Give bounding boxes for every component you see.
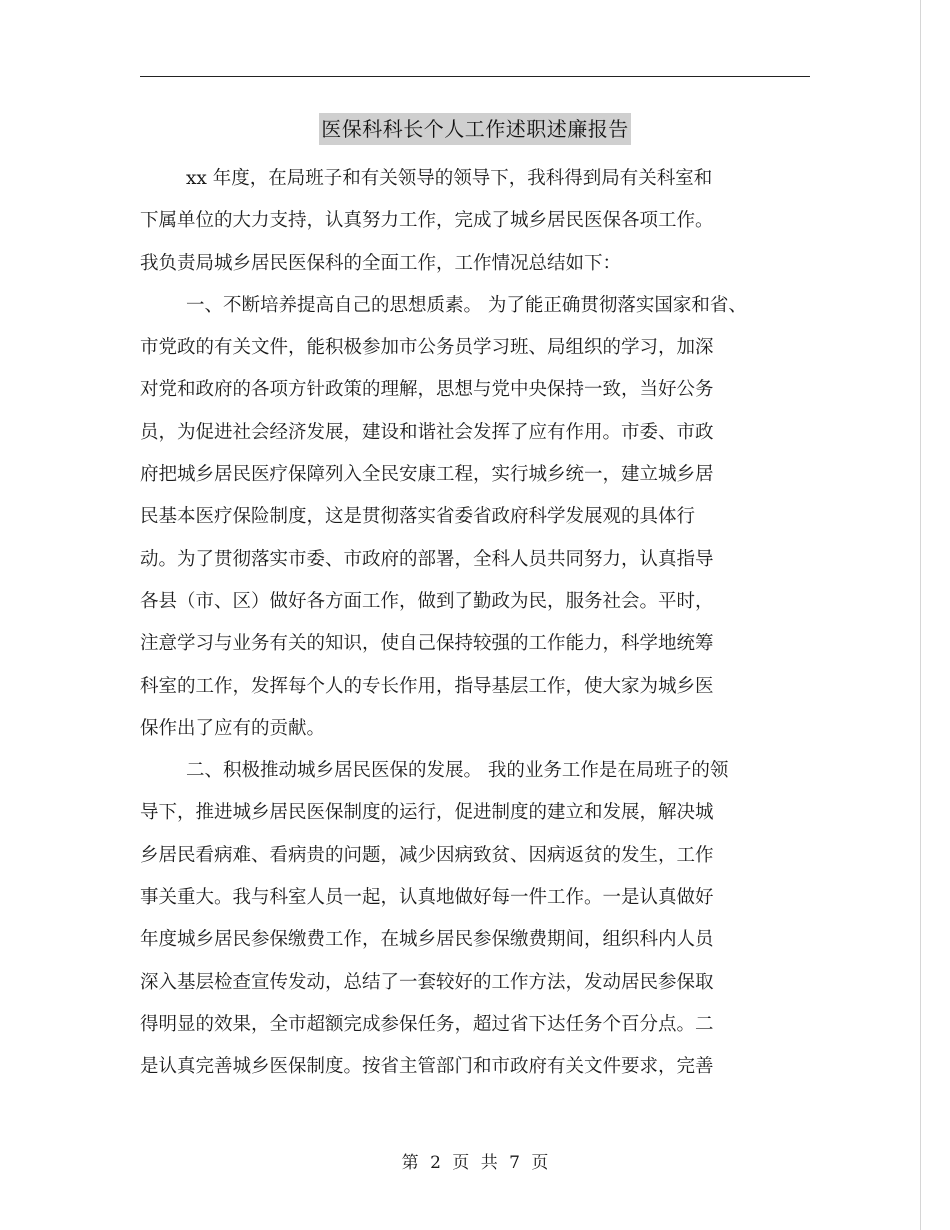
- body-line: 我负责局城乡居民医保科的全面工作，工作情况总结如下：: [140, 252, 622, 274]
- body-line: 下属单位的大力支持，认真努力工作，完成了城乡居民医保各项工作。: [140, 210, 714, 232]
- body-line: 民基本医疗保险制度，这是贯彻落实省委省政府科学发展观的具体行: [140, 506, 696, 528]
- body-line: 各县（市、区）做好各方面工作，做到了勤政为民，服务社会。平时，: [140, 590, 714, 612]
- body-line: 深入基层检查宣传发动，总结了一套较好的工作方法，发动居民参保取: [140, 971, 714, 993]
- page-footer: 第 2 页 共 7 页: [401, 1153, 549, 1173]
- body-line: 科室的工作，发挥每个人的专长作用，指导基层工作，使大家为城乡医: [140, 675, 714, 697]
- header-rule: [140, 76, 810, 77]
- body-line: 导下，推进城乡居民医保制度的运行，促进制度的建立和发展，解决城: [140, 802, 714, 824]
- document-body: [140, 158, 800, 1089]
- body-line: 府把城乡居民医疗保障列入全民安康工程，实行城乡统一，建立城乡居: [140, 464, 714, 486]
- body-line: 二、积极推动城乡居民医保的发展。 我的业务工作是在局班子的领: [186, 760, 729, 782]
- body-line: 动。为了贯彻落实市委、市政府的部署，全科人员共同努力，认真指导: [140, 548, 714, 570]
- body-line: 得明显的效果，全市超额完成参保任务，超过省下达任务个百分点。二: [140, 1013, 714, 1035]
- body-line: 乡居民看病难、看病贵的问题，减少因病致贫、因病返贫的发生，工作: [140, 844, 714, 866]
- body-line: 一、不断培养提高自己的思想质素。 为了能正确贯彻落实国家和省、: [186, 294, 747, 316]
- body-line: 事关重大。我与科室人员一起，认真地做好每一件工作。一是认真做好: [140, 887, 714, 909]
- body-line: 对党和政府的各项方针政策的理解，思想与党中央保持一致，当好公务: [140, 379, 714, 401]
- body-line: 员，为促进社会经济发展，建设和谐社会发挥了应有作用。市委、市政: [140, 421, 714, 443]
- title-container: [0, 113, 950, 145]
- page-edge-divider: [920, 0, 921, 1230]
- body-line: 注意学习与业务有关的知识，使自己保持较强的工作能力，科学地统筹: [140, 633, 714, 655]
- body-line: 市党政的有关文件，能积极参加市公务员学习班、局组织的学习，加深: [140, 337, 714, 359]
- document-title: 医保科科长个人工作述职述廉报告: [319, 113, 631, 145]
- body-line: xx 年度，在局班子和有关领导的领导下，我科得到局有关科室和: [186, 168, 713, 189]
- body-line: 年度城乡居民参保缴费工作，在城乡居民参保缴费期间，组织科内人员: [140, 929, 714, 951]
- body-line: 是认真完善城乡医保制度。按省主管部门和市政府有关文件要求，完善: [140, 1056, 714, 1078]
- body-line: 保作出了应有的贡献。: [140, 717, 326, 739]
